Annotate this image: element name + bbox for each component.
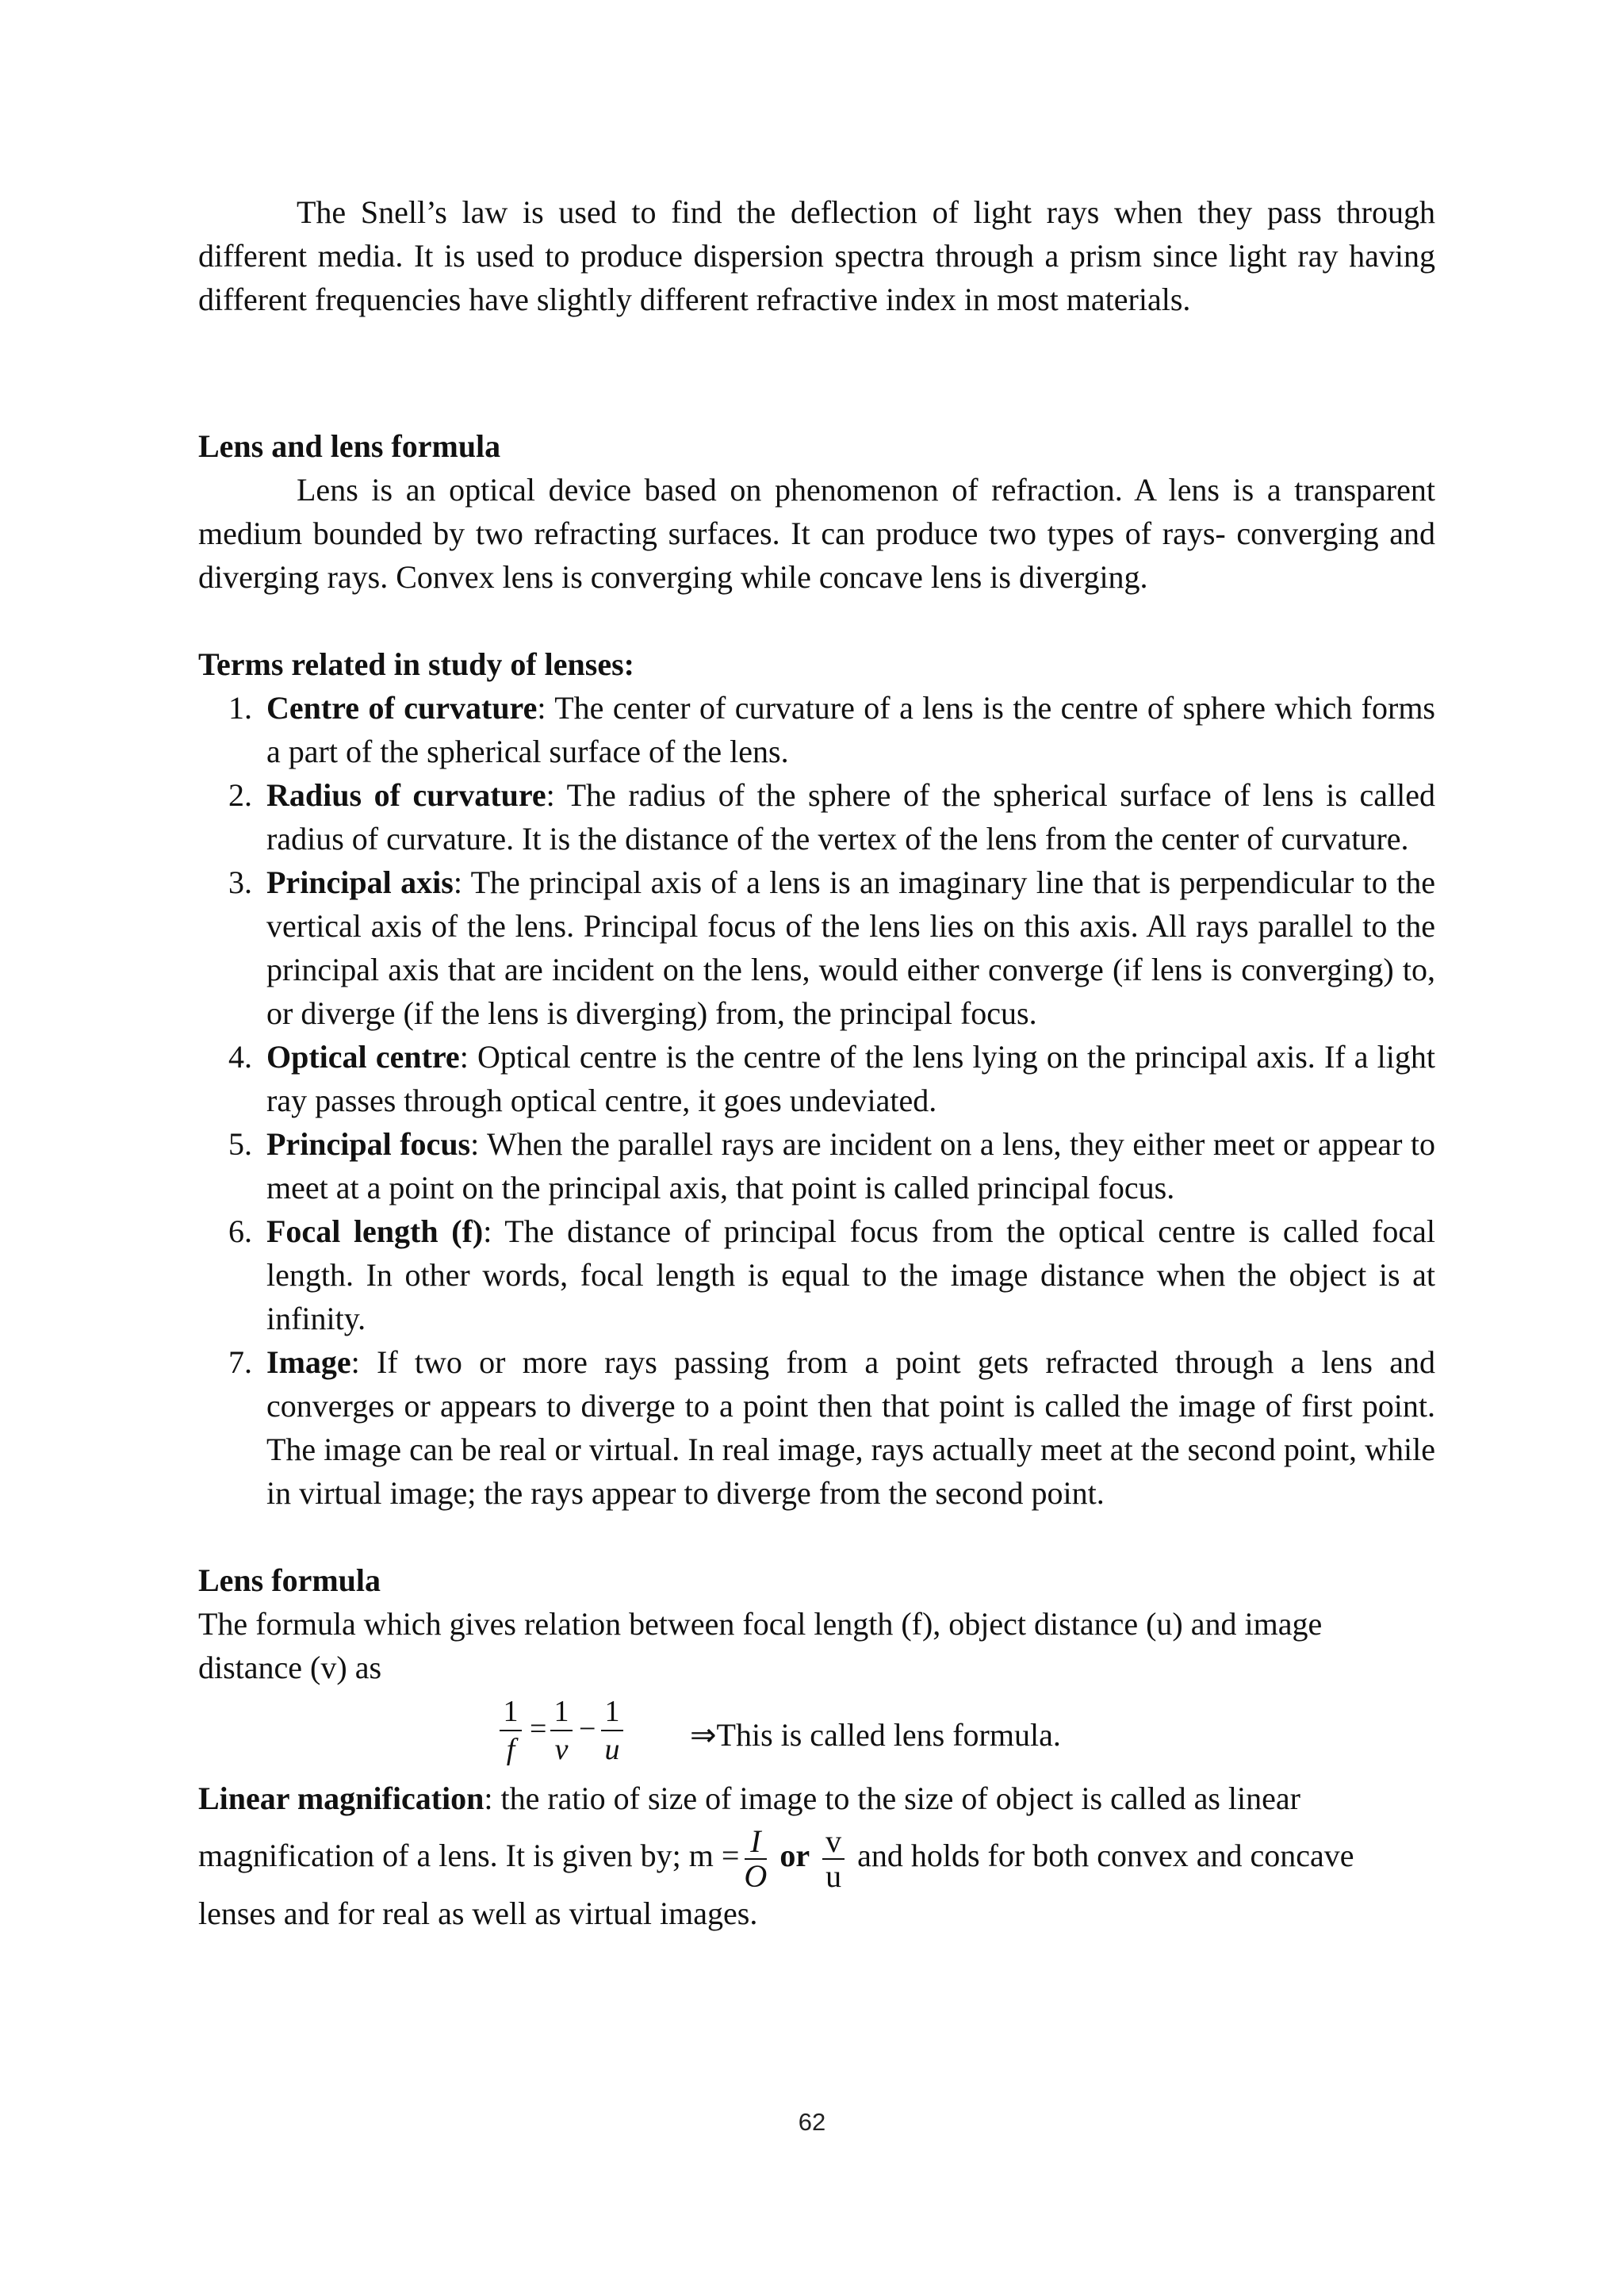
list-item [260, 861, 1435, 1035]
list-item [260, 773, 1435, 861]
term-text: : Optical centre is the centre of the lens lying on the principal axis. If a light ray passes through optical centre, it goes undeviated. [266, 1039, 1435, 1118]
terms-heading: Terms related in study of lenses: [198, 646, 634, 682]
lens-formula [198, 1689, 1435, 1777]
list-item [260, 686, 1435, 773]
spacer [198, 599, 1435, 642]
term-text: : The principal axis of a lens is an imaginary line that is perpendicular to the vertical axis of the lens. Principal focus of the lens lies on this axis. All rays parallel to the principal axis that are incident on the lens, would either converge (if lens is converging) to, or diverge (if the lens is diverging) from, the principal focus. [266, 864, 1435, 1031]
list-item [260, 1122, 1435, 1209]
spacer [198, 321, 1435, 424]
denominator: f [506, 1733, 515, 1766]
term-label: Centre of curvature [266, 690, 538, 726]
fraction-v-over-u [822, 1823, 845, 1894]
formula-note: ⇒This is called lens formula. [690, 1717, 1061, 1753]
minus-sign: − [579, 1712, 596, 1746]
term-text: : The center of curvature of a lens is the centre of sphere which forms a part of the spherical surface of the lens. [266, 690, 1436, 769]
list-item [260, 1209, 1435, 1340]
magnification-formula-row [198, 1820, 1435, 1892]
page-number: 62 [798, 2108, 826, 2136]
lens-heading: Lens and lens formula [198, 428, 501, 464]
term-label: Focal length (f) [266, 1213, 484, 1249]
term-label: Principal axis [266, 864, 454, 900]
numerator: 1 [604, 1695, 620, 1728]
term-text: : If two or more rays passing from a point gets refracted through a lens and converges or appears to diverge to a point then that point is called the image of first point. The image can be real or virtual. In real image, rays actually meet at the second point, while in virtual image; the rays appear to diverge from the second point. [266, 1344, 1435, 1511]
numerator: v [825, 1823, 842, 1859]
term-label: Principal focus [266, 1126, 471, 1162]
magnification-term: Linear magnification [198, 1780, 485, 1816]
term-label: Radius of curvature [266, 777, 546, 813]
fraction-bar [550, 1730, 573, 1731]
magnification-text: : the ratio of size of image to the size of object is called as linear [484, 1780, 1300, 1816]
lens-paragraph: Lens is an optical device based on phenomenon of refraction. A lens is a transparent medium bounded by two refracting surfaces. It can produce two types of rays- converging and diverging rays. Convex lens is converging while concave lens is diverging. [198, 472, 1435, 595]
term-text: : When the parallel rays are incident on a lens, they either meet or appear to meet at a point on the principal axis, that point is called principal focus. [266, 1126, 1435, 1205]
magnification-text: lenses and for real as well as virtual images. [198, 1895, 758, 1931]
fraction-one-over-u [601, 1696, 623, 1765]
denominator: v [554, 1733, 569, 1766]
terms-list [198, 686, 1435, 1515]
denominator: O [744, 1857, 768, 1894]
denominator: u [825, 1857, 842, 1894]
fraction-i-over-o [744, 1823, 768, 1894]
magnification-text: magnification of a lens. It is given by; m = [198, 1838, 740, 1873]
magnification-line [198, 1777, 1435, 1820]
formula-text-line: The formula which gives relation between focal length (f), object distance (u) and image [198, 1606, 1323, 1642]
spacer [198, 1515, 1435, 1558]
numerator: I [750, 1823, 761, 1859]
term-label: Image [266, 1344, 351, 1380]
equals-sign: = [530, 1712, 547, 1746]
fraction-bar [601, 1730, 623, 1731]
list-item [260, 1340, 1435, 1515]
term-label: Optical centre [266, 1039, 460, 1075]
term-text: : The distance of principal focus from the optical centre is called focal length. In other words, focal length is equal to the image distance when the object is at infinity. [266, 1213, 1435, 1336]
numerator: 1 [553, 1695, 569, 1728]
fraction-one-over-f [500, 1696, 522, 1765]
formula-text-line: distance (v) as [198, 1650, 382, 1685]
or-word: or [779, 1838, 810, 1873]
denominator: u [604, 1733, 620, 1766]
magnification-text: and holds for both convex and concave [857, 1838, 1354, 1873]
fraction-bar [500, 1730, 522, 1731]
intro-paragraph: The Snell’s law is used to find the deflection of light rays when they pass through different media. It is used to produce dispersion spectra through a prism since light ray having different frequencies have slightly different refractive index in most materials. [198, 194, 1435, 317]
document-page [198, 190, 1435, 1935]
formula-heading: Lens formula [198, 1562, 381, 1598]
fraction-one-over-v [550, 1696, 573, 1765]
numerator: 1 [503, 1695, 519, 1728]
list-item [260, 1035, 1435, 1122]
term-text: : The radius of the sphere of the spherical surface of lens is called radius of curvature. It is the distance of the vertex of the lens from the center of curvature. [266, 777, 1435, 857]
